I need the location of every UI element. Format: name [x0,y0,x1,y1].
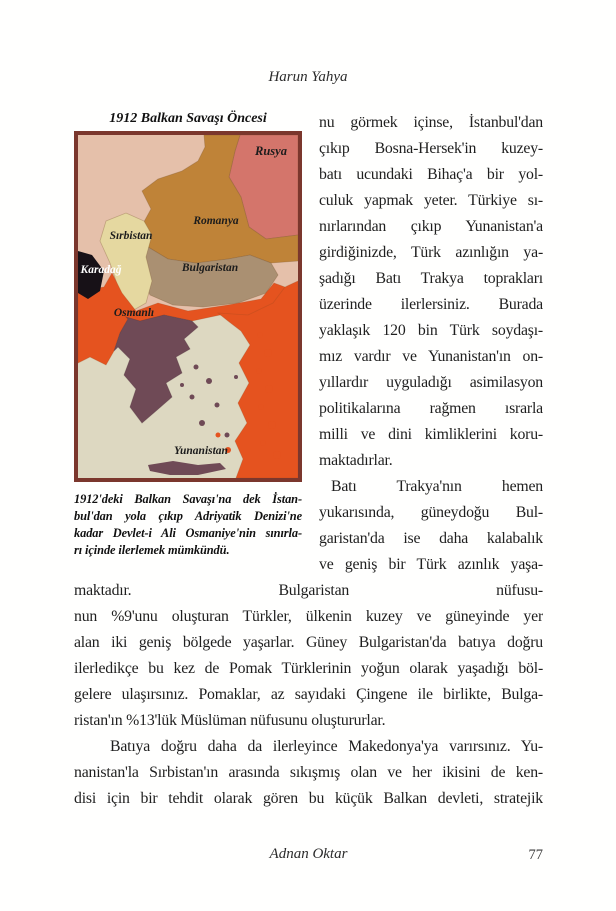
body-line: yukarısında, güneydoğu Bul- [319,504,543,521]
body-line: culuk yapmak yeter. Türkiye sı- [319,192,543,209]
footer-author: Adnan Oktar [269,846,348,862]
body-line: maktadır. Bulgaristan nüfusu- [74,582,543,599]
body-line: batı ucundaki Bihaç'a bir yol- [319,166,543,183]
body-line: politikalarına rağmen ısrarla [319,400,543,417]
map-label-sirbistan: Sırbistan [109,230,153,242]
page-content [74,110,543,812]
body-line: gelere ulaşırsınız. Pomaklar, az sayıdaki Çingene ile birlikte, Bulga- [74,686,543,703]
map-caption [74,491,302,559]
map-label-karadag: Karadağ [80,264,122,276]
body-line: ilerledikçe bu kez de Pomak Türklerinin yoğun olarak yaşadığı böl- [74,660,543,677]
map-figure [74,110,302,559]
body-line: nırlarından çıkıp Yunanistan'a [319,218,543,235]
map-label-bulgaristan: Bulgaristan [181,262,239,274]
body-line: çıkıp Bosna-Hersek'in kuzey- [319,140,543,157]
body-line: yaklaşık 120 bin Türk soydaşı- [319,322,543,339]
body-line: nun %9'unu oluşturan Türkler, ülkenin kuzey ve güneyinde yer [74,608,543,625]
body-line: ristan'ın %13'lük Müslüman nüfusunu oluştururlar. [74,712,386,729]
body-line: milli ve dini kimliklerini koru- [319,426,543,443]
caption-line: kadar Devlet-i Ali Osmaniye'nin sınırla- [74,526,302,540]
caption-line: rı içinde ilerlemek mümkündü. [74,543,230,557]
body-line-paragraph-start: Batıya doğru daha da ilerleyince Makedonya'ya varırsınız. Yu- [110,738,543,755]
body-line: disi için bir tehdit olarak gören bu küçük Balkan devleti, stratejik [74,790,543,807]
body-line: nu görmek içinse, İstanbul'dan [319,114,543,131]
running-header: Harun Yahya [268,69,348,85]
map-label-rusya: Rusya [255,144,287,158]
map-title: 1912 Balkan Savaşı Öncesi [109,111,267,126]
caption-line: 1912'deki Balkan Savaşı'na dek İstan- [74,492,302,506]
balkan-map [74,131,302,482]
body-line: ve geniş bir Türk azınlık yaşa- [319,556,543,573]
map-label-romanya: Romanya [193,215,239,227]
body-line: üzerinde ilerlersiniz. Burada [319,296,543,313]
body-line: maktadırlar. [319,452,393,469]
map-label-osmanli: Osmanlı [113,307,155,319]
body-line: mız vardır ve Yunanistan'ın on- [319,348,543,365]
caption-line: bul'dan yola çıkıp Adriyatik Denizi'ne [74,509,302,523]
body-line: yıllardır uyguladığı asimilasyon [319,374,543,391]
balkan-map-image [78,135,298,478]
page-number: 77 [528,847,543,863]
body-line: şadığı Batı Trakya toprakları [319,270,543,287]
map-label-yunanistan: Yunanistan [174,445,228,457]
body-line: alan iki geniş bölgede yaşarlar. Güney Bulgaristan'da batıya doğru [74,634,543,651]
body-line-paragraph-start: Batı Trakya'nın hemen [331,478,543,495]
body-line: garistan'da ise daha kalabalık [319,530,543,547]
body-line: girdiğinizde, Türk azınlığın ya- [319,244,543,261]
body-line: nanistan'la Sırbistan'ın arasında sıkışmış olan ve her ikisini de ken- [74,764,543,781]
page-footer [74,846,543,863]
